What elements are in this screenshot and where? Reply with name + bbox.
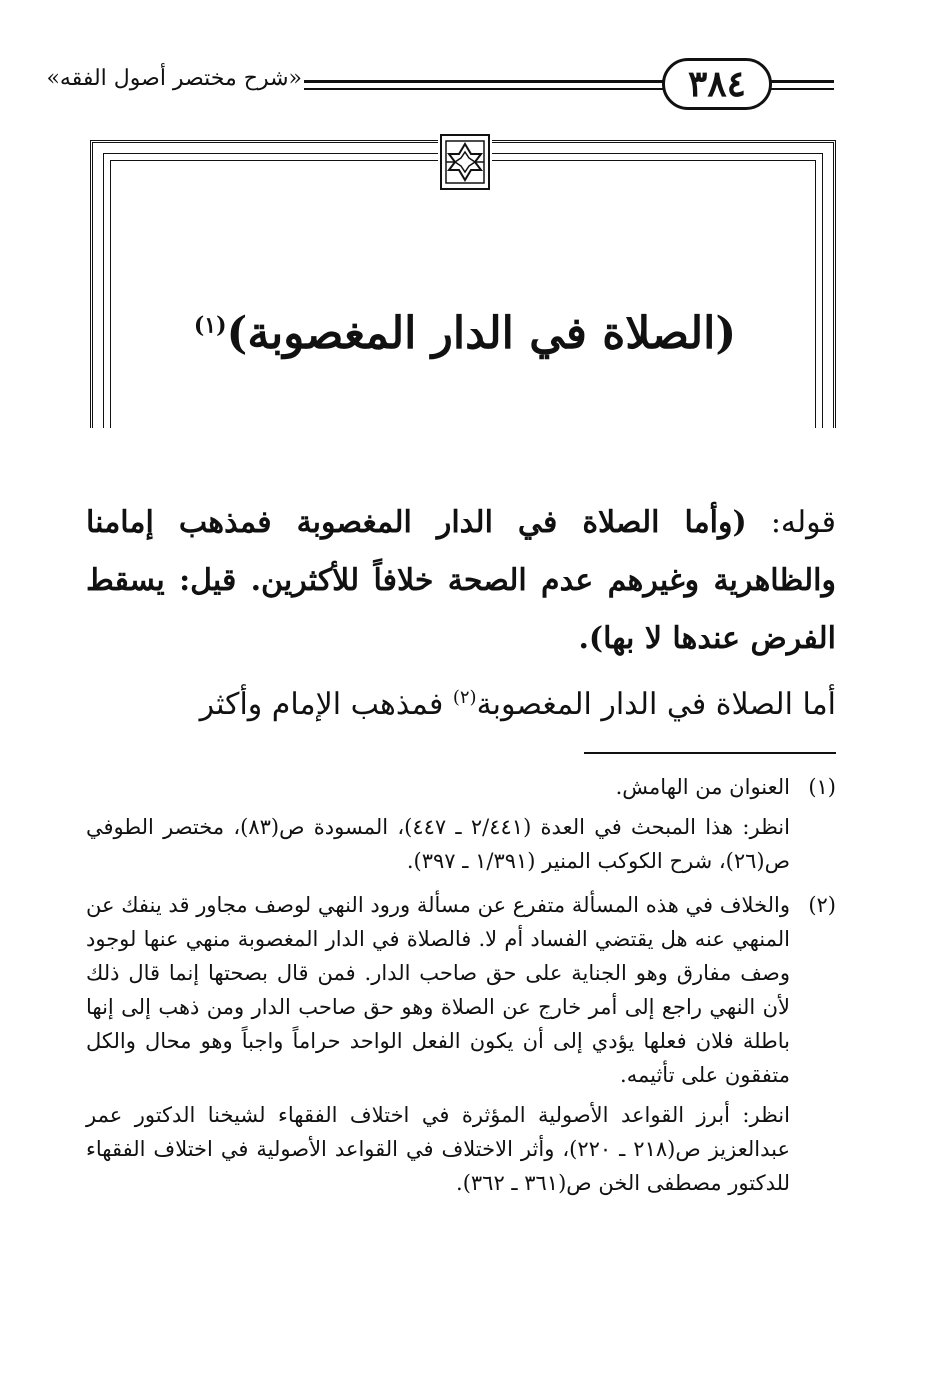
title-frame-inner [103, 153, 823, 428]
header-rule-right [770, 80, 834, 90]
quoted-text-block [86, 494, 836, 668]
footnote-number: (٢) [808, 893, 836, 917]
section-title [120, 308, 810, 359]
footnote-2 [86, 888, 836, 1206]
footnote-paragraph: والخلاف في هذه المسألة متفرع عن مسألة ورود النهي لوصف مجاور قد ينفك عن المنهي عنه هل يقتضي الفساد أم لا. فالصلاة في الدار المغصوبة منهي عنها لوجود وصف مفارق وهو الجناية على حق صاحب الدار. فمن قال بصحتها إنما قال ذلك لأن النهي راجع إلى أمر خارج عن الصلاة وهو حق صاحب الدار ومن ذهب إلى إنها باطلة فلان فعلها يؤدي إلى أن يكون الفعل الواحد حراماً واجباً وهو محال والكل متفقون على تأثيمه. [86, 893, 790, 1087]
header-rule-left [304, 80, 664, 90]
section-title-text: (الصلاة في الدار المغصوبة) [226, 308, 737, 359]
commentary-paragraph [86, 676, 836, 734]
paragraph-text-start: أما الصلاة في الدار المغصوبة [476, 687, 836, 722]
quote-text: (وأما الصلاة في الدار المغصوبة فمذهب إمامنا والظاهرية وغيرهم عدم الصحة خلافاً للأكثرين. قيل: يسقط الفرض عندها لا بها). [86, 505, 836, 656]
footnote-1 [86, 770, 836, 884]
footnote-paragraph: انظر: هذا المبحث في العدة (٢/٤٤١ ـ ٤٤٧)، المسودة ص(٨٣)، مختصر الطوفي ص(٢٦)، شرح الكوكب المنير (١/٣٩١ ـ ٣٩٧). [86, 815, 790, 873]
footnote-paragraph: العنوان من الهامش. [615, 775, 790, 799]
footnote-ref-1: (١) [193, 312, 227, 339]
paragraph-text-end: فمذهب الإمام وأكثر [199, 687, 453, 722]
footnote-separator [584, 752, 836, 754]
running-title: «شرح مختصر أصول الفقه» [46, 66, 302, 91]
star-ornament-icon [438, 132, 492, 192]
footnote-paragraph: انظر: أبرز القواعد الأصولية المؤثرة في اختلاف الفقهاء لشيخنا الدكتور عمر عبدالعزيز ص(٢١٨ ـ ٢٢٠)، وأثر الاختلاف في القواعد الأصولية في اختلاف الفقهاء للدكتور مصطفى الخن ص(٣٦١ ـ ٣٦٢). [86, 1103, 790, 1195]
page-number: ٣٨٤ [662, 58, 772, 110]
footnote-ref-2: (٢) [452, 687, 477, 708]
footnote-body [86, 888, 790, 1206]
quote-lead: قوله: [746, 505, 836, 540]
footnotes [86, 770, 836, 1210]
footnote-body [86, 770, 790, 884]
title-frame-inner2 [110, 160, 816, 428]
footnote-number: (١) [808, 775, 836, 799]
